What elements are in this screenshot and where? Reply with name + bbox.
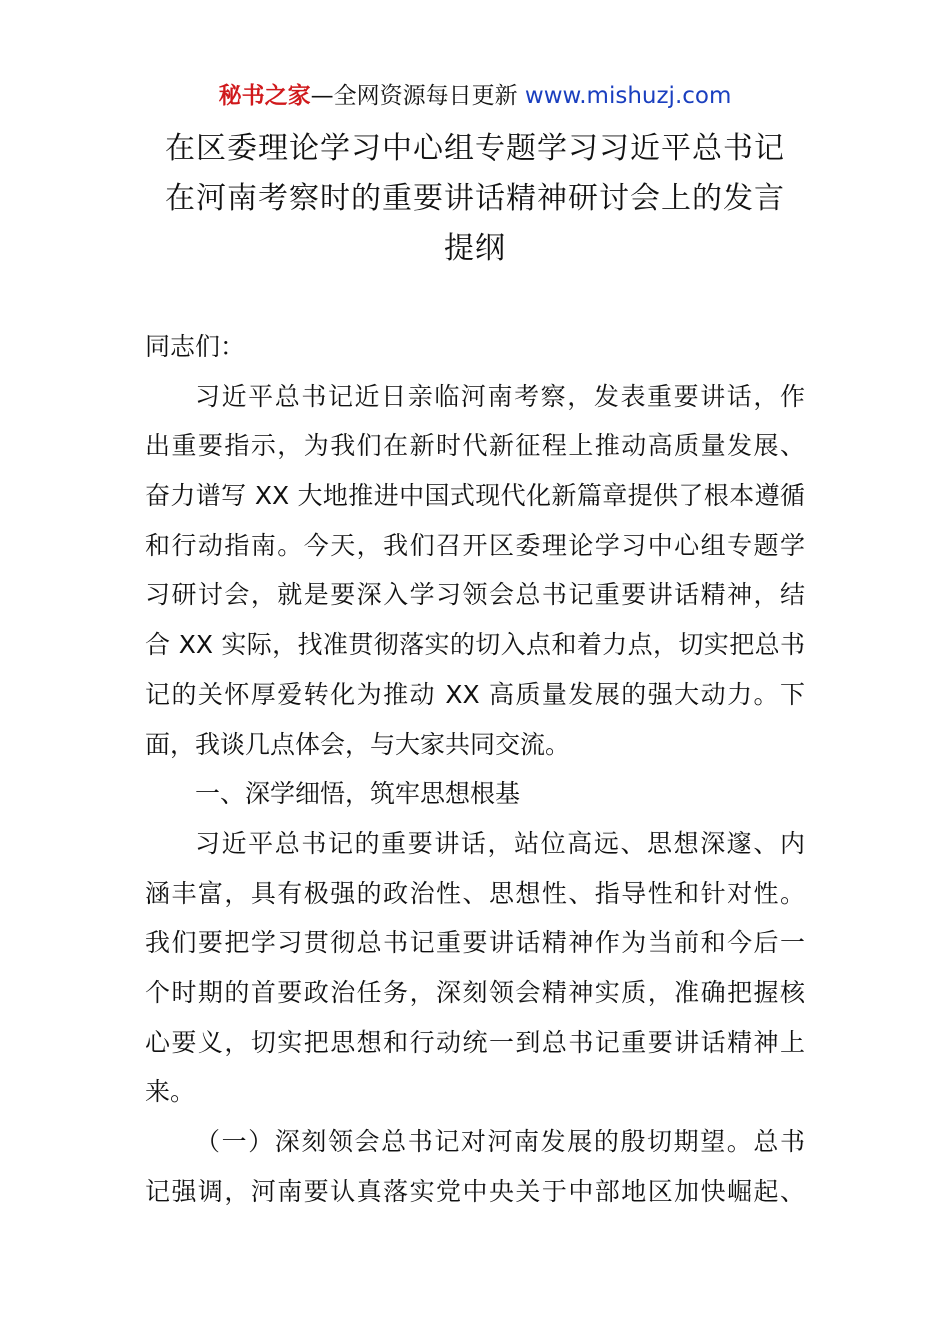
- header-dash: —: [310, 83, 334, 109]
- section-heading: 一、深学细悟，筑牢思想根基: [195, 779, 521, 809]
- salutation: 同志们：: [145, 332, 246, 361]
- paragraph-line: 个时期的首要政治任务，深刻领会精神实质，准确把握核: [145, 977, 805, 1007]
- paragraph-line: 记的关怀厚爱转化为推动 XX 高质量发展的强大动力。下: [145, 679, 805, 709]
- document-title: [145, 124, 805, 274]
- paragraph-line: 习近平总书记的重要讲话，站位高远、思想深邃、内: [195, 828, 805, 858]
- paragraph-line: 面，我谈几点体会，与大家共同交流。: [145, 729, 571, 759]
- subsection-line: （一）深刻领会总书记对河南发展的殷切期望。总书: [195, 1127, 805, 1156]
- paragraph-line: 和行动指南。今天，我们召开区委理论学习中心组专题学: [145, 530, 805, 560]
- paragraph-line: 习近平总书记近日亲临河南考察，发表重要讲话，作: [195, 381, 805, 411]
- site-header: [0, 80, 950, 112]
- title-line-1: 在区委理论学习中心组专题学习习近平总书记: [165, 131, 785, 166]
- site-url-link[interactable]: www.mishuzj.com: [524, 83, 732, 109]
- paragraph-line: 涵丰富，具有极强的政治性、思想性、指导性和针对性。: [145, 878, 805, 908]
- paragraph-line: 记强调，河南要认真落实党中央关于中部地区加快崛起、: [145, 1176, 805, 1206]
- paragraph-line: 习研讨会，就是要深入学习领会总书记重要讲话精神，结: [145, 580, 805, 610]
- title-line-2: 在河南考察时的重要讲话精神研讨会上的发言: [165, 181, 785, 216]
- paragraph-line: 合 XX 实际，找准贯彻落实的切入点和着力点，切实把总书: [145, 630, 805, 660]
- paragraph-line: 心要义，切实把思想和行动统一到总书记重要讲话精神上: [145, 1027, 805, 1057]
- paragraph-line: 奋力谱写 XX 大地推进中国式现代化新篇章提供了根本遵循: [145, 481, 805, 511]
- header-tagline: 全网资源每日更新: [333, 83, 525, 109]
- title-line-3: 提纲: [444, 231, 506, 266]
- document-body: [145, 322, 805, 1216]
- paragraph-line: 我们要把学习贯彻总书记重要讲话精神作为当前和今后一: [145, 928, 805, 958]
- brand-name: 秘书之家: [218, 83, 311, 109]
- paragraph-line: 来。: [145, 1077, 196, 1107]
- paragraph-line: 出重要指示，为我们在新时代新征程上推动高质量发展、: [145, 431, 805, 461]
